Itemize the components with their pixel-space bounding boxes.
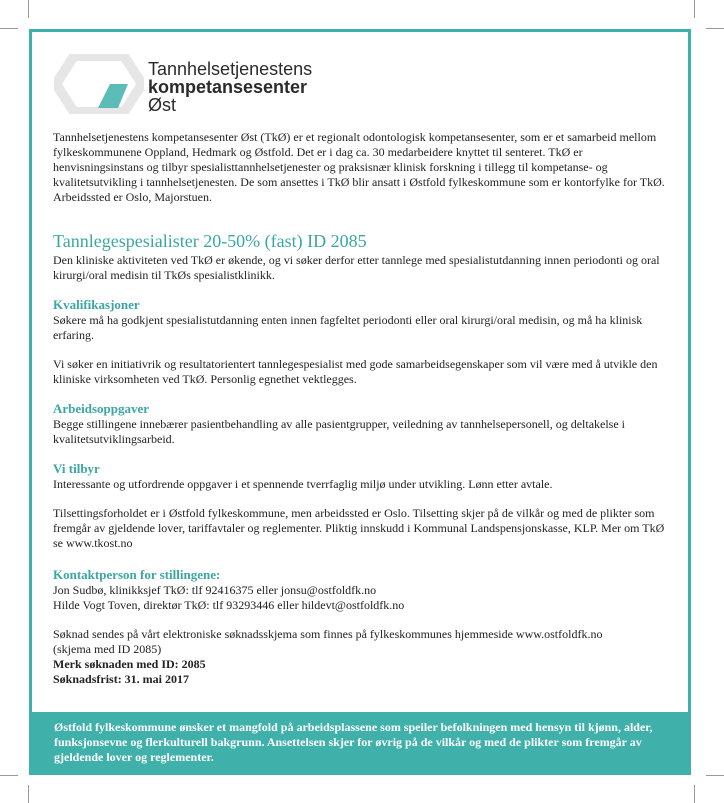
crop-mark [694, 0, 695, 18]
footer-text: Østfold fylkeskommune ønsker et mangfold på arbeidsplassene som speiler befolkningen med hensyn til kjønn, alder, funksjonsevne og flerkulturell bakgrunn. Ansettelsen skjer for øvrig på de vilkår og med de plikter som fremgår av gjeldende lover og reglementer. [54, 720, 653, 764]
application-form-id: (skjema med ID 2085) [53, 642, 162, 656]
logo-line-2: kompetansesenter [148, 77, 308, 97]
crop-mark [28, 785, 29, 803]
job-lead: Den kliniske aktiviteten ved TkØ er økende, og vi søker derfor etter tannlege med spesialistutdanning innen periodonti og oral kirurgi/oral medisin til TkØs spesialistklinikk. [53, 253, 660, 282]
crop-mark [706, 775, 724, 776]
offer-heading: Vi tilbyr [53, 461, 100, 476]
tasks-heading: Arbeidsoppgaver [53, 401, 150, 416]
ad-frame [29, 29, 691, 775]
crop-mark [694, 785, 695, 803]
qualifications-text-2: Vi søker en initiativrik og resultatorientert tannlegespesialist med gode samarbeidsegenskaper som vil være med å utvikle den kliniske virksomheten ved TkØ. Personlig egnethet vektlegges. [53, 357, 658, 386]
job-title: Tannlegespesialister 20-50% (fast) ID 2085 [53, 231, 367, 251]
footer-banner [32, 712, 688, 772]
contact-person-2: Hilde Vogt Toven, direktør TkØ: tlf 93293446 eller hildevt@ostfoldfk.no [53, 598, 405, 612]
crop-mark [28, 0, 29, 18]
crop-mark [0, 775, 18, 776]
qualifications-heading: Kvalifikasjoner [53, 297, 140, 312]
logo-line-1: Tannhelsetjenestens [148, 59, 313, 79]
logo-line-3: Øst [148, 95, 177, 115]
crop-mark [706, 28, 724, 29]
crop-mark [0, 28, 18, 29]
application-mark-id: Merk søknaden med ID: 2085 [53, 657, 206, 671]
logo-wordmark [148, 60, 312, 114]
application-text: Søknad sendes på vårt elektroniske søknadsskjema som finnes på fylkeskommunes hjemmeside www.ostfoldfk.no [53, 627, 603, 641]
hexagon-logo-icon [54, 54, 144, 114]
application-deadline: Søknadsfrist: 31. mai 2017 [53, 672, 190, 686]
contact-person-1: Jon Sudbø, klinikksjef TkØ: tlf 92416375 eller jonsu@ostfoldfk.no [53, 583, 377, 597]
organization-logo [54, 52, 334, 120]
qualifications-text-1: Søkere må ha godkjent spesialistutdanning enten innen fagfeltet periodonti eller oral kirurgi/oral medisin, og må ha klinisk erfaring. [53, 313, 643, 342]
offer-text-1: Interessante og utfordrende oppgaver i et spennende tverrfaglig miljø under utvikling. Lønn etter avtale. [53, 477, 553, 491]
offer-text-2: Tilsettingsforholdet er i Østfold fylkeskommune, men arbeidssted er Oslo. Tilsetting skjer på de vilkår og med de plikter som fremgår av gjeldende lover, tariffavtaler og reglementer. Pliktig innskudd i Kommunal Landspensjonskasse, KLP. Mer om TkØ se www.tkost.no [53, 506, 665, 550]
ad-content [53, 130, 673, 687]
contact-heading: Kontaktperson for stillingene: [53, 567, 221, 582]
tasks-text: Begge stillingene innebærer pasientbehandling av alle pasientgrupper, veiledning av tannhelsepersonell, og deltakelse i kvalitetsutviklingsarbeid. [53, 417, 626, 446]
intro-paragraph: Tannhelsetjenestens kompetansesenter Øst (TkØ) er et regionalt odontologisk kompetansesenter, som er et samarbeid mellom fylkeskommunene Oppland, Hedmark og Østfold. Det er i dag ca. 30 medarbeidere knyttet til senteret. TkØ er henvisningsinstans og tilbyr spesialisttannhelsetjenester og praksisnær klinisk forskning i tillegg til kompetanse- og kvalitetsutvikling i tannhelsetjenesten. De som ansettes i TkØ blir ansatt i Østfold fylkeskommune som er kontorfylke for TkØ. Arbeidssted er Oslo, Majorstuen. [53, 130, 665, 204]
